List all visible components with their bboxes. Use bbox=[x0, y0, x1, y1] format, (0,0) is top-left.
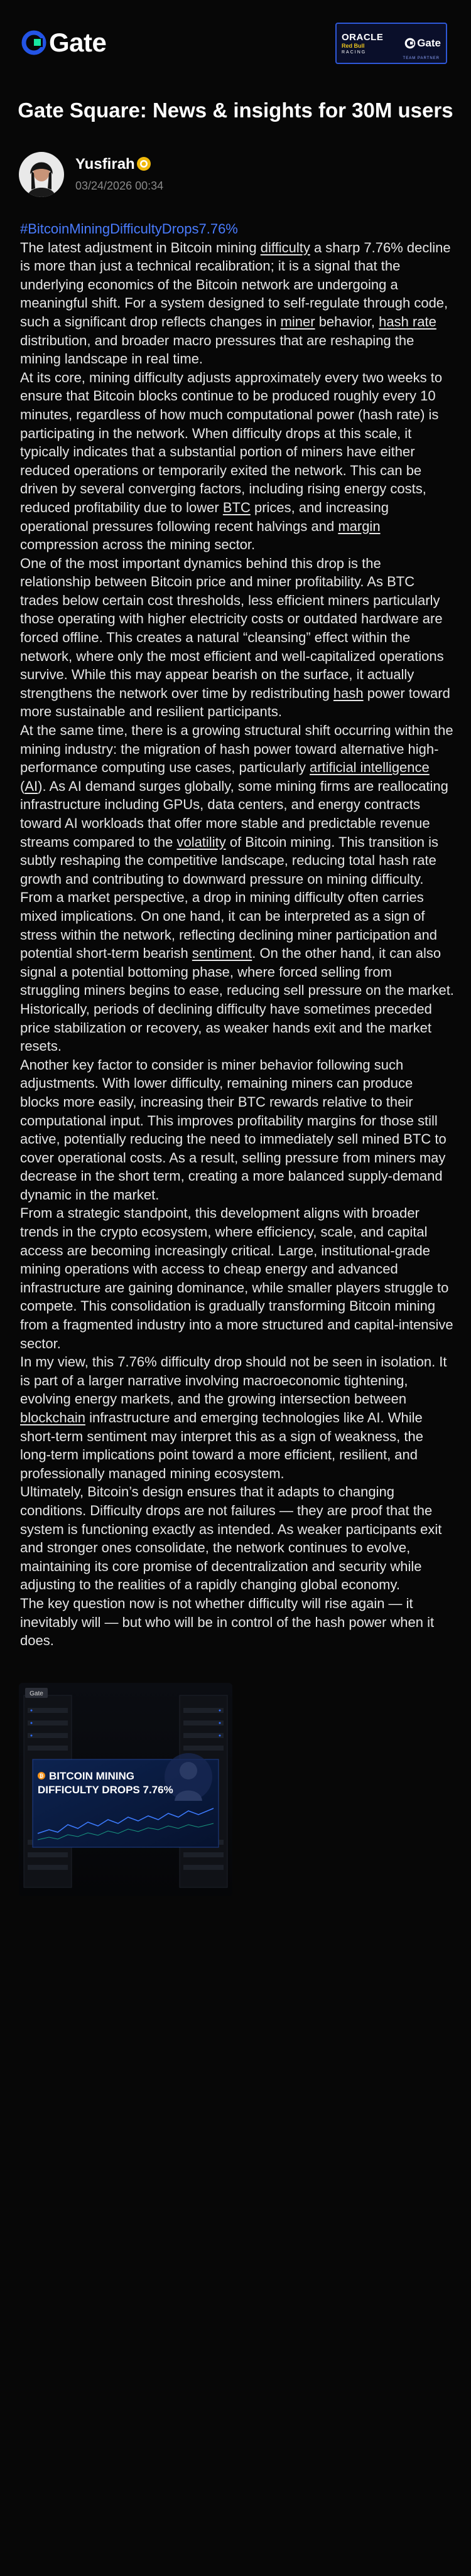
paragraph-6: Another key factor to consider is miner behavior following such adjustments. With lower difficulty, remaining miners can produce blocks more easily, increasing their BTC rewards relative to their computational input. This improves profitability margins for those still active, potentially reducing the need to immediately sell mined BTC to cover operational costs. As a result, selling pressure from miners may decrease in the short term, creating a more balanced supply-demand dynamic in the market. bbox=[20, 1056, 447, 1203]
term-link-difficulty[interactable]: difficulty bbox=[260, 239, 310, 255]
paragraph-1: The latest adjustment in Bitcoin mining difficulty a sharp 7.76% decline is more than just a technical recalibration; it is a signal that the underlying economics of the Bitcoin network are undergoing a meaningful shift. For a system designed to self-regulate through code, such a significant drop reflects changes in miner behavior, hash rate distribution, and broader macro pressures that are reshaping the mining landscape in real time. bbox=[20, 239, 451, 367]
gate-logo-icon bbox=[21, 30, 46, 55]
post-body bbox=[20, 220, 455, 1650]
paragraph-9: Ultimately, Bitcoin’s design ensures that it adapts to changing conditions. Difficulty drops are not failures — they are proof that the system is functioning exactly as intended. As weaker participants exit and stronger ones consolidate, the network continues to evolve, maintaining its core promise of decentralization and security while adjusting to the realities of a rapidly changing global economy. bbox=[20, 1484, 442, 1593]
avatar[interactable] bbox=[19, 152, 64, 197]
mining-image-art bbox=[19, 1683, 232, 1896]
verified-badge-icon bbox=[136, 156, 152, 175]
badge-sub-label: TEAM PARTNER bbox=[403, 56, 440, 60]
term-link-btc[interactable]: BTC bbox=[222, 499, 251, 515]
paragraph-4: At the same time, there is a growing structural shift occurring within the mining industry: the migration of hash power toward alternative high-performance computing use cases, particularly artificial intelligence (AI). As AI demand surges globally, some mining firms are reallocating infrastructure including GPUs, data centers, and energy contracts toward AI workloads that offer more stable and predictable revenue streams compared to the volatility of Bitcoin mining. This transition is subtly reshaping the competitive landscape, reducing total hash rate growth and contributing to downward pressure on mining difficulty. bbox=[20, 722, 453, 887]
paragraph-2: At its core, mining difficulty adjusts approximately every two weeks to ensure that Bitcoin blocks continue to be produced roughly every 10 minutes, regardless of how much computational power (hash rate) is participating in the network. When difficulty drops at this scale, it typically indicates that a substantial portion of miners have either reduced operations or temporarily exited the network. This can be driven by several converging factors, including rising energy costs, reduced profitability due to lower BTC prices, and increasing operational pressures following recent halvings and margin compression across the mining sector. bbox=[20, 369, 443, 553]
term-link-ai[interactable]: AI bbox=[24, 778, 38, 794]
gate-logo[interactable] bbox=[21, 28, 106, 58]
top-bar bbox=[0, 0, 471, 83]
gate-logo-text: Gate bbox=[49, 28, 107, 57]
oracle-label: ORACLE bbox=[342, 31, 384, 43]
paragraph-5: From a market perspective, a drop in mining difficulty often carries mixed implications. On one hand, it can be interpreted as a sign of stress within the network, reflecting declining miner participation and potential short-term bearish sentiment. On the other hand, it can also signal a potential bottoming phase, where forced selling from struggling miners begins to ease, reducing sell pressure on the market. Historically, periods of declining difficulty have sometimes preceded price stabilization or recovery, as weaker hands exit and the market resets. bbox=[20, 889, 454, 1055]
author-name[interactable]: Yusfirah bbox=[75, 156, 135, 173]
paragraph-8: In my view, this 7.76% difficulty drop should not be seen in isolation. It is part of a larger narrative involving macroeconomic tightening, evolving energy markets, and the growing intersection between blockchain infrastructure and emerging technologies like AI. While short-term sentiment may interpret this as a sign of weakness, the long-term implications point toward a more efficient, resilient, and professionally managed mining ecosystem. bbox=[20, 1354, 447, 1481]
post-author bbox=[0, 152, 471, 221]
racing-label: RACING bbox=[342, 50, 367, 55]
corner-tag bbox=[25, 1688, 48, 1698]
badge-gate-mark bbox=[404, 37, 441, 50]
headline-panel bbox=[33, 1753, 219, 1847]
paragraph-7: From a strategic standpoint, this development aligns with broader trends in the crypto ecosystem, where efficiency, scale, and capital access are becoming increasingly critical. Large, institutional-grade mining operations with access to cheap energy and advanced infrastructure are gaining dominance, while smaller players struggle to compete. This consolidation is gradually transforming Bitcoin mining from a fragmented industry into a more structured and capital-intensive sector. bbox=[20, 1205, 453, 1351]
image-headline-1: BITCOIN MINING bbox=[49, 1769, 134, 1782]
oracle-redbull-partner-badge[interactable] bbox=[335, 23, 447, 64]
image-headline-2: DIFFICULTY DROPS 7.76% bbox=[38, 1783, 173, 1796]
post-timestamp: 03/24/2026 00:34 bbox=[75, 180, 164, 192]
term-link-artificial-intelligence[interactable]: artificial intelligence bbox=[310, 759, 430, 776]
badge-gate-label: Gate bbox=[417, 37, 441, 49]
paragraph-10: The key question now is not whether difficulty will rise again — it inevitably will — but who will be in control of the hash power when it does. bbox=[20, 1595, 435, 1649]
term-link-margin[interactable]: margin bbox=[338, 518, 381, 534]
oracle-redbull-racing-mark bbox=[342, 33, 383, 55]
badge-gate-icon bbox=[404, 38, 416, 49]
post-image[interactable] bbox=[19, 1683, 232, 1896]
corner-tag-text: Gate bbox=[30, 1690, 43, 1697]
term-link-hash[interactable]: hash bbox=[333, 685, 364, 701]
term-link-volatility[interactable]: volatility bbox=[176, 834, 226, 850]
term-link-miner[interactable]: miner bbox=[280, 313, 315, 330]
term-link-hash-rate[interactable]: hash rate bbox=[379, 313, 436, 330]
paragraph-3: One of the most important dynamics behind this drop is the relationship between Bitcoin price and miner profitability. As BTC trades below certain cost thresholds, less efficient miners particularly those operating with higher electricity costs or outdated hardware are forced offline. This creates a natural “cleansing” effect within the network, where only the most efficient and well-capitalized operations survive. While this may appear bearish on the surface, it actually strengthens the network over time by redistributing hash power toward more sustainable and resilient participants. bbox=[20, 555, 450, 720]
post-hashtag[interactable]: #BitcoinMiningDifficultyDrops7.76% bbox=[20, 221, 238, 237]
redbull-label: Red Bull bbox=[342, 42, 365, 49]
bitcoin-logo-icon bbox=[38, 1772, 45, 1779]
term-link-blockchain[interactable]: blockchain bbox=[20, 1410, 85, 1425]
term-link-sentiment[interactable]: sentiment bbox=[192, 945, 252, 962]
avatar-image bbox=[19, 152, 64, 197]
page-title: Gate Square: News & insights for 30M users bbox=[18, 99, 453, 122]
svg-text:₿: ₿ bbox=[39, 1773, 44, 1779]
